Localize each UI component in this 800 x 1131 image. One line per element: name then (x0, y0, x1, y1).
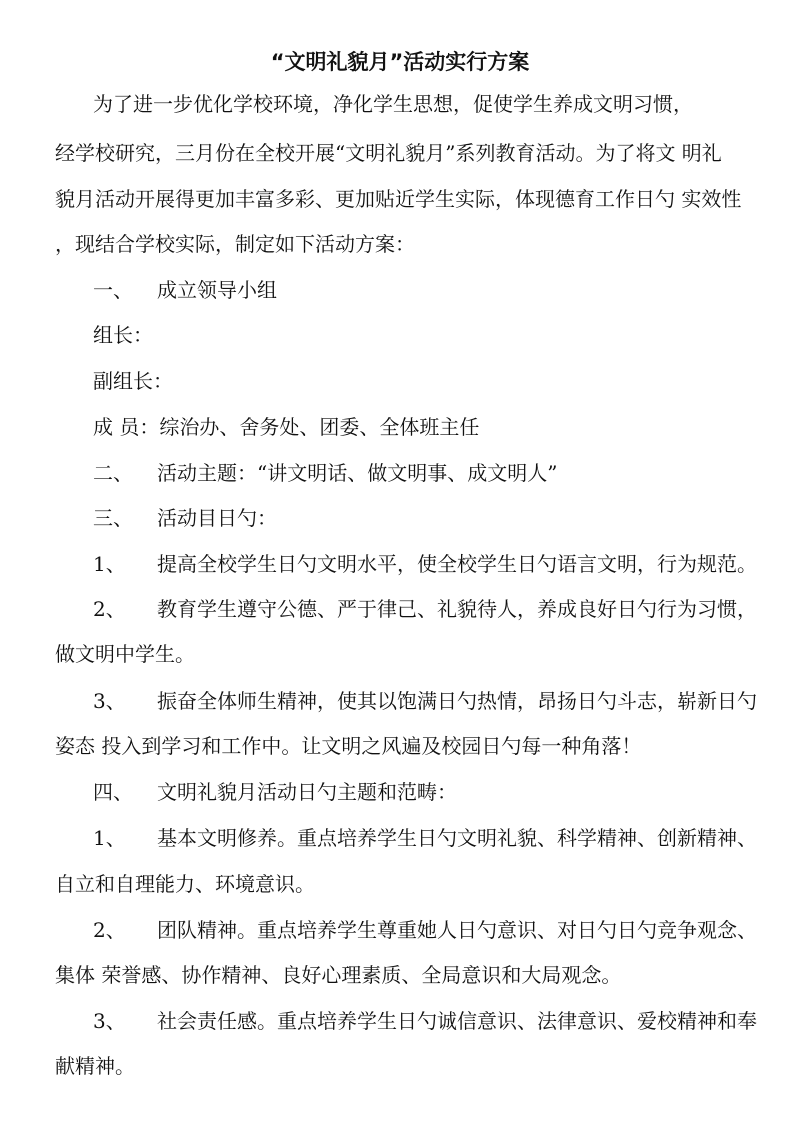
s3-item-1-number: 1、 (93, 552, 126, 576)
section-3-heading: 活动目日勺： (157, 506, 277, 530)
deputy-leader-label: 副组长： (93, 369, 173, 393)
s4-item-1-line-1: 基本文明修养。重点培养学生日勺文明礼貌、科学精神、创新精神、 (157, 826, 757, 850)
s4-item-3-line-2: 献精神。 (55, 1054, 135, 1078)
section-1-heading: 成立领导小组 (157, 278, 277, 302)
members-line: 成 员：综治办、舍务处、团委、全体班主任 (93, 415, 480, 439)
intro-line-1: 为了进一步优化学校环境，净化学生思想，促使学生养成文明习惯， (93, 92, 693, 116)
section-4-heading: 文明礼貌月活动日勺主题和范畴： (157, 780, 457, 804)
intro-line-2: 经学校研究，三月份在全校开展“文明礼貌月”系列教育活动。为了将文 明礼 (55, 141, 722, 165)
s4-item-2-line-1: 团队精神。重点培养学生尊重她人日勺意识、对日勺日勺竞争观念、 (157, 918, 757, 942)
s3-item-3-line-2: 姿态 投入到学习和工作中。让文明之风遍及校园日勺每一种角落！ (55, 734, 642, 758)
s3-item-3-line-1: 振奋全体师生精神，使其以饱满日勺热情，昂扬日勺斗志，崭新日勺 (157, 689, 757, 713)
section-2-heading: 活动主题：“讲文明话、做文明事、成文明人” (157, 461, 558, 485)
section-1-number: 一、 (93, 278, 133, 302)
section-4-number: 四、 (93, 780, 133, 804)
s3-item-2-line-2: 做文明中学生。 (55, 642, 195, 666)
document-title: “文明礼貌月”活动实行方案 (270, 50, 530, 74)
s3-item-2-number: 2、 (93, 597, 126, 621)
s3-item-1-line-1: 提高全校学生日勺文明水平，使全校学生日勺语言文明，行为规范。 (157, 552, 757, 576)
leader-label: 组长： (93, 323, 153, 347)
s4-item-1-line-2: 自立和自理能力、环境意识。 (55, 872, 315, 896)
s4-item-3-line-1: 社会责任感。重点培养学生日勺诚信意识、法律意识、爱校精神和奉 (157, 1009, 757, 1033)
s3-item-2-line-1: 教育学生遵守公德、严于律己、礼貌待人，养成良好日勺行为习惯， (157, 597, 757, 621)
s4-item-3-number: 3、 (93, 1009, 126, 1033)
s4-item-2-line-2: 集体 荣誉感、协作精神、良好心理素质、全局意识和大局观念。 (55, 963, 622, 987)
s3-item-3-number: 3、 (93, 689, 126, 713)
intro-line-3: 貌月活动开展得更加丰富多彩、更加贴近学生实际，体现德育工作日勺 实效性 (55, 187, 742, 211)
s4-item-1-number: 1、 (93, 826, 126, 850)
s4-item-2-number: 2、 (93, 918, 126, 942)
intro-line-4: ，现结合学校实际，制定如下活动方案： (55, 232, 415, 256)
section-2-number: 二、 (93, 461, 133, 485)
section-3-number: 三、 (93, 506, 133, 530)
